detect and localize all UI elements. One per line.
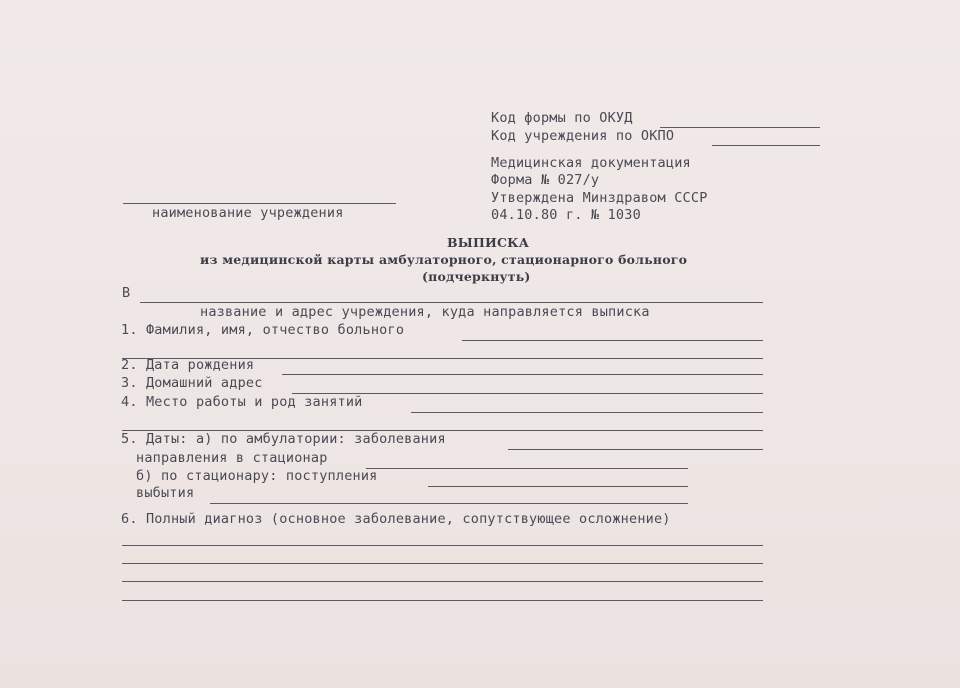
field-work-line xyxy=(411,412,763,413)
field-diagnosis-line-3 xyxy=(122,581,763,582)
okud-label: Код формы по ОКУД xyxy=(491,110,633,126)
field-admission-line xyxy=(428,486,688,487)
institution-caption: наименование учреждения xyxy=(152,205,344,221)
destination-prefix: В xyxy=(122,285,131,301)
form-number: Форма № 027/у xyxy=(491,172,600,188)
document-title: ВЫПИСКА xyxy=(447,235,530,250)
doc-type: Медицинская документация xyxy=(491,155,691,171)
field-dates-outpatient-label: 5. Даты: а) по амбулатории: заболевания xyxy=(121,431,446,447)
field-diagnosis-label: 6. Полный диагноз (основное заболевание, сопутствующее осложнение) xyxy=(121,511,671,527)
field-diagnosis-line-2 xyxy=(122,563,763,564)
field-discharge-label: выбытия xyxy=(136,485,195,501)
document-note: (подчеркнуть) xyxy=(422,269,531,284)
field-address-label: 3. Домашний адрес xyxy=(121,375,263,391)
okpo-label: Код учреждения по ОКПО xyxy=(491,128,675,144)
institution-name-line xyxy=(123,203,396,204)
destination-caption: название и адрес учреждения, куда направляется выписка xyxy=(200,304,650,320)
okpo-line xyxy=(712,145,820,146)
field-dates-outpatient-line xyxy=(508,449,763,450)
approved-date: 04.10.80 г. № 1030 xyxy=(491,207,641,223)
document-subtitle: из медицинской карты амбулаторного, стационарного больного xyxy=(200,252,688,267)
destination-line xyxy=(140,302,763,303)
field-full-name-line xyxy=(462,340,763,341)
approved-by: Утверждена Минздравом СССР xyxy=(491,190,708,206)
field-birth-date-label: 2. Дата рождения xyxy=(121,357,255,373)
field-work-label: 4. Место работы и род занятий xyxy=(121,394,363,410)
field-diagnosis-line-1 xyxy=(122,545,763,546)
field-birth-date-line xyxy=(282,374,763,375)
field-diagnosis-line-4 xyxy=(122,600,763,601)
okud-line xyxy=(660,127,820,128)
field-referral-label: направления в стационар xyxy=(136,450,328,466)
field-referral-line xyxy=(366,468,688,469)
field-dates-inpatient-label: б) по стационару: поступления xyxy=(136,468,378,484)
field-full-name-label: 1. Фамилия, имя, отчество больного xyxy=(121,322,405,338)
field-discharge-line xyxy=(210,503,688,504)
field-address-line xyxy=(292,393,763,394)
